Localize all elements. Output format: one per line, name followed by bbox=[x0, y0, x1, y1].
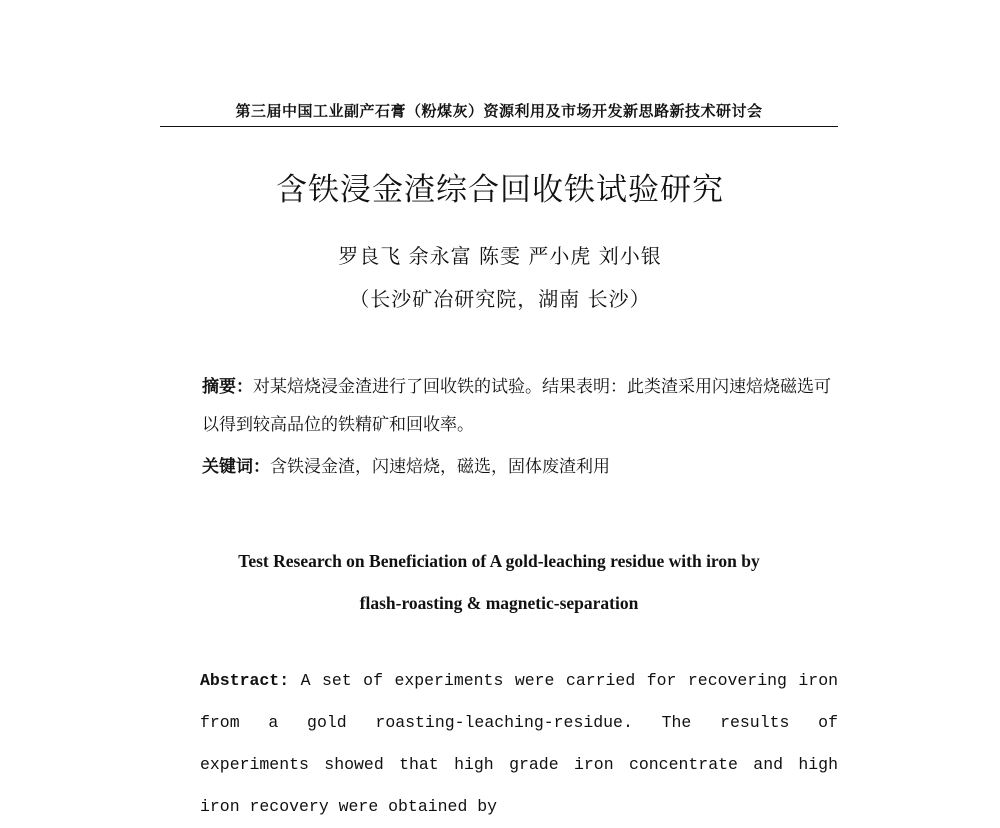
abstract-cn-paragraph bbox=[160, 368, 838, 444]
abstract-en bbox=[160, 660, 838, 828]
paper-title-en-line1: Test Research on Beneficiation of A gold-leaching residue with iron by bbox=[238, 551, 760, 571]
abstract-cn-text: 对某焙烧浸金渣进行了回收铁的试验。结果表明：此类渣采用闪速焙烧磁选可以得到较高品位的铁精矿和回收率。 bbox=[202, 377, 831, 435]
abstract-en-text: A set of experiments were carried for recovering iron from a gold roasting-leaching-residue. The results of experiments showed that high grade iron concentrate and high iron recovery were obtained by bbox=[200, 671, 838, 816]
header-divider bbox=[160, 126, 838, 127]
abstract-cn-label: 摘要： bbox=[202, 377, 253, 397]
keywords-cn bbox=[202, 452, 842, 477]
authors-cn: 罗良飞 余永富 陈雯 严小虎 刘小银 bbox=[338, 244, 662, 268]
abstract-en-label: Abstract: bbox=[200, 671, 290, 690]
abstract-cn bbox=[160, 368, 838, 444]
paper-title-en-line2: flash-roasting & magnetic-separation bbox=[359, 593, 639, 613]
affiliation-cn: （长沙矿冶研究院，湖南 长沙） bbox=[349, 287, 651, 311]
keywords-cn-label: 关键词： bbox=[202, 457, 270, 477]
paper-title-cn: 含铁浸金渣综合回收铁试验研究 bbox=[276, 172, 724, 208]
abstract-en-paragraph bbox=[160, 660, 838, 828]
paper-title-en bbox=[160, 540, 838, 624]
conference-header: 第三届中国工业副产石膏（粉煤灰）资源利用及市场开发新思路新技术研讨会 bbox=[235, 102, 763, 120]
keywords-cn-text: 含铁浸金渣，闪速焙烧，磁选，固体废渣利用 bbox=[270, 457, 610, 477]
